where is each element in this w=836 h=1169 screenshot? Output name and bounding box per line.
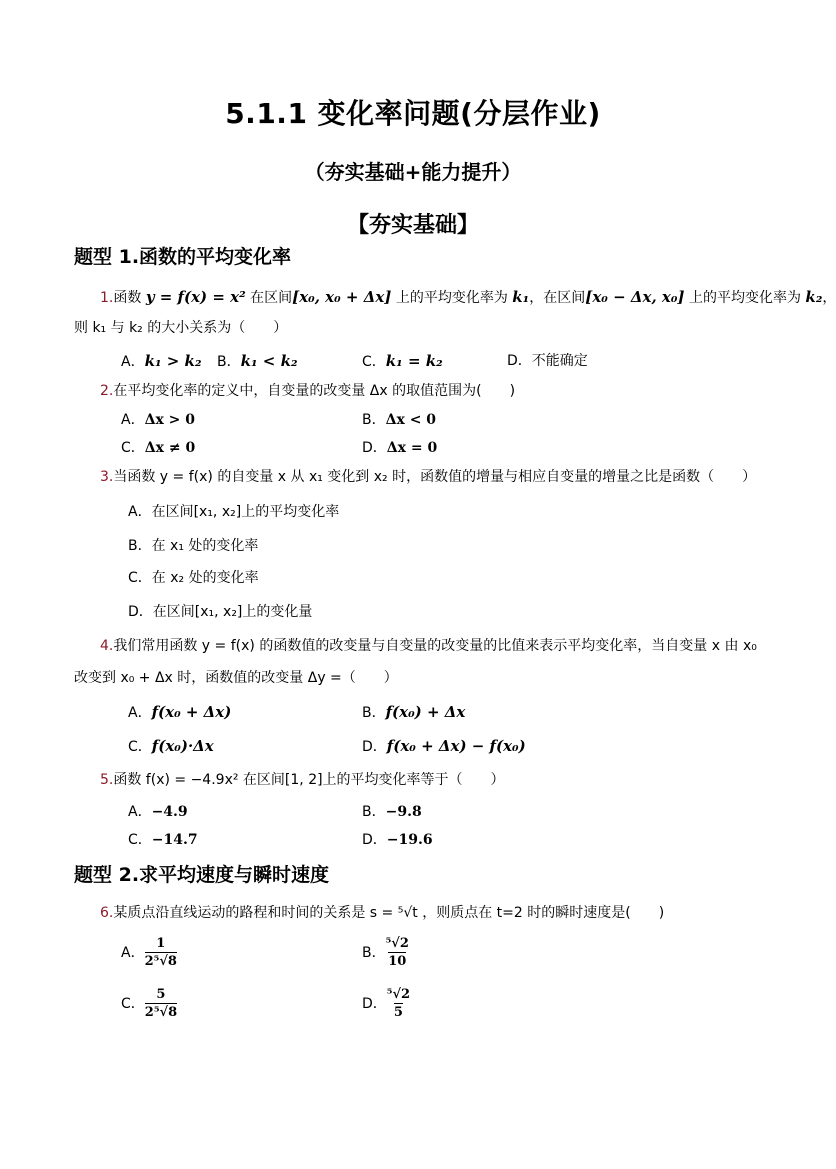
option-b[interactable]: B．f(x₀) + Δx: [362, 703, 466, 721]
page-title: 5.1.1 变化率问题(分层作业): [225, 97, 601, 130]
option-c[interactable]: C．k₁ = k₂: [362, 352, 443, 370]
option-d[interactable]: D．−19.6: [362, 832, 433, 848]
question-number: 6.: [100, 905, 114, 921]
option-a[interactable]: A．k₁ > k₂: [121, 352, 202, 370]
option-a[interactable]: A．−4.9: [128, 804, 188, 820]
option-b[interactable]: B． $\frac{\text{⁵√2}}{10}$: [362, 936, 409, 969]
option-a[interactable]: A．在区间[x₁, x₂]上的平均变化率: [128, 504, 340, 520]
page-subtitle: （夯实基础+能力提升）: [304, 160, 522, 184]
fraction: $\frac{1}{\text{2⁵√8}}$: [144, 936, 177, 969]
math-expr: [x₀, x₀ + Δx]: [292, 288, 392, 306]
type1-heading: 题型 1.函数的平均变化率: [74, 246, 292, 268]
option-d[interactable]: D． $\frac{\text{⁵√2}}{5}$: [362, 987, 411, 1020]
option-b[interactable]: B．k₁ < k₂: [217, 352, 298, 370]
option-d[interactable]: D．Δx = 0: [362, 440, 438, 456]
option-b[interactable]: B．−9.8: [362, 804, 422, 820]
option-c[interactable]: C．Δx ≠ 0: [121, 440, 196, 456]
question-4: 4.我们常用函数 y = f(x) 的函数值的改变量与自变量的改变量的比值来表示平均变化率，当自变量 x 由 x₀: [100, 638, 757, 654]
option-a[interactable]: A．f(x₀ + Δx): [128, 703, 232, 721]
section-heading: 【夯实基础】: [346, 213, 479, 238]
math-expr: k₁: [512, 288, 530, 306]
option-d[interactable]: D．在区间[x₁, x₂]上的变化量: [128, 604, 313, 620]
question-4-line2: 改变到 x₀ + Δx 时，函数值的改变量 Δy =（ ）: [74, 670, 398, 686]
option-c[interactable]: C． $\frac{5}{\text{2⁵√8}}$: [121, 987, 178, 1020]
question-number: 3.: [100, 469, 114, 485]
option-c[interactable]: C．−14.7: [128, 832, 198, 848]
option-b[interactable]: B．Δx < 0: [362, 412, 437, 428]
fraction: $\frac{\text{⁵√2}}{10}$: [385, 936, 409, 969]
option-a[interactable]: A． $\frac{1}{\text{2⁵√8}}$: [121, 936, 177, 969]
option-a[interactable]: A．Δx > 0: [121, 412, 196, 428]
question-number: 2.: [100, 383, 114, 399]
option-d[interactable]: D．f(x₀ + Δx) − f(x₀): [362, 737, 526, 755]
math-expr: k₂: [805, 288, 823, 306]
fraction: $\frac{5}{\text{2⁵√8}}$: [144, 987, 178, 1020]
question-number: 1.: [100, 290, 114, 306]
option-b[interactable]: B．在 x₁ 处的变化率: [128, 538, 259, 554]
fraction: $\frac{\text{⁵√2}}{5}$: [386, 987, 411, 1020]
math-expr: [x₀ − Δx, x₀]: [585, 288, 685, 306]
type2-heading: 题型 2.求平均速度与瞬时速度: [74, 864, 330, 886]
question-3: 3.当函数 y = f(x) 的自变量 x 从 x₁ 变化到 x₂ 时，函数值的增量与相应自变量的增量之比是函数（ ）: [100, 469, 757, 485]
question-1-line2: 则 k₁ 与 k₂ 的大小关系为（ ）: [74, 320, 288, 336]
question-1: 1.函数 y = f(x) = x² 在区间[x₀, x₀ + Δx] 上的平均变化率为 k₁，在区间[x₀ − Δx, x₀] 上的平均变化率为 k₂，: [100, 288, 836, 306]
question-2: 2.在平均变化率的定义中，自变量的改变量 Δx 的取值范围为( ): [100, 383, 516, 399]
question-number: 5.: [100, 772, 114, 788]
question-6: 6.某质点沿直线运动的路程和时间的关系是 s = ⁵√t ，则质点在 t=2 时的瞬时速度是( ): [100, 905, 665, 921]
option-c[interactable]: C．f(x₀)·Δx: [128, 737, 214, 755]
option-d[interactable]: D．不能确定: [507, 353, 588, 369]
option-c[interactable]: C．在 x₂ 处的变化率: [128, 570, 259, 586]
math-expr: y = f(x) = x²: [145, 288, 246, 306]
question-5: 5.函数 f(x) = −4.9x² 在区间[1, 2]上的平均变化率等于（ ）: [100, 772, 505, 788]
question-number: 4.: [100, 638, 114, 654]
